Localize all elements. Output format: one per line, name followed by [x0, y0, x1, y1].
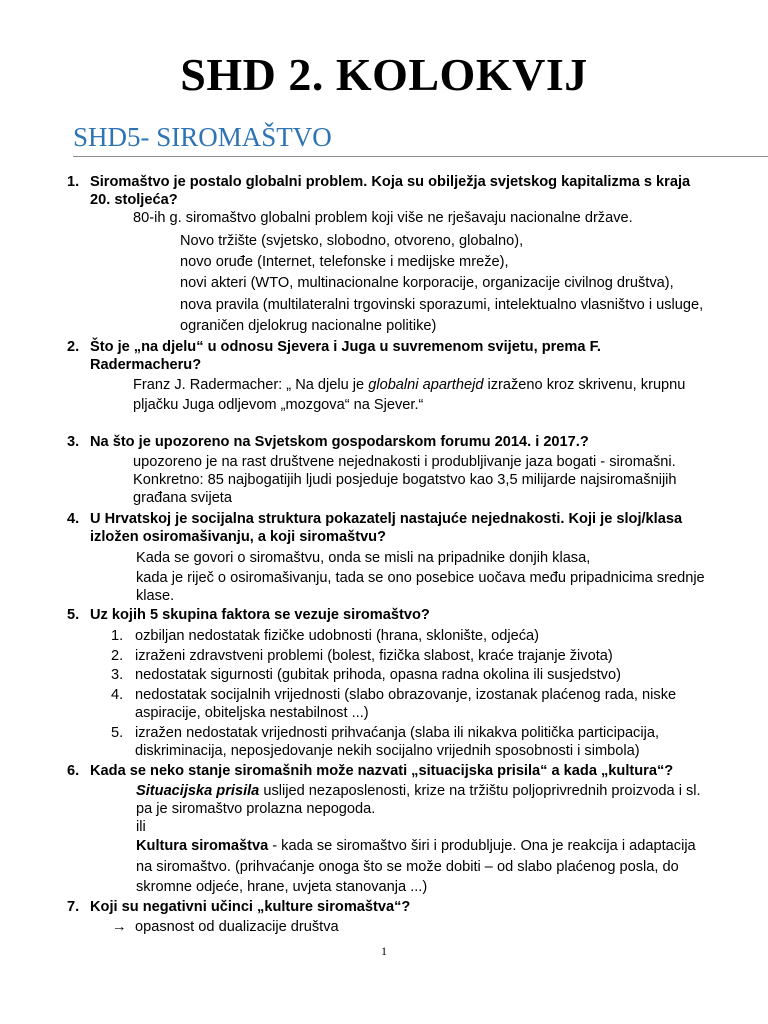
list-item: izraženi zdravstveni problemi (bolest, fizička slabost, kraće trajanje života) [135, 648, 613, 664]
answer-text: ograničen djelokrug nacionalne politike) [180, 318, 437, 334]
answer-text: novo oruđe (Internet, telefonske i medijske mreže), [180, 254, 509, 270]
answer-text [136, 782, 701, 800]
question-text: U Hrvatskoj je socijalna struktura pokazatelj nastajuće nejednakosti. Koji je sloj/klasa [90, 511, 683, 527]
list-item-number: 1. [111, 628, 124, 644]
question-text: Koji su negativni učinci „kulture siromaštva“? [90, 899, 411, 915]
answer-text-part: izraženo kroz skrivenu, krupnu [483, 377, 686, 393]
arrow-icon: → [112, 919, 127, 935]
question-number: 5. [67, 607, 80, 623]
term-kultura-siromastva: Kultura siromaštva [136, 838, 269, 854]
list-item-number: 4. [111, 687, 124, 703]
answer-text: skromne odjeće, hrane, uvjeta stanovanja ...) [136, 879, 428, 895]
answer-text [136, 837, 696, 855]
answer-text: kada je riječ o osiromašivanju, tada se ono posebice uočava među pripadnicima srednje [136, 570, 705, 586]
answer-text: Konkretno: 85 najbogatijih ljudi posjeduje bogatstvo kao 3,5 milijarde najsiromašnijih [133, 472, 677, 488]
answer-text: 80-ih g. siromaštvo globalni problem koji više ne rješavaju nacionalne države. [133, 210, 633, 226]
answer-text: pa je siromaštvo prolazna nepogoda. [136, 801, 376, 817]
question-text: Kada se neko stanje siromašnih može nazvati „situacijska prisila“ a kada „kultura“? [90, 763, 674, 779]
answer-text: Kada se govori o siromaštvu, onda se misli na pripadnike donjih klasa, [136, 550, 591, 566]
list-item: ozbiljan nedostatak fizičke udobnosti (hrana, sklonište, odjeća) [135, 628, 539, 644]
question-text: Radermacheru? [90, 357, 202, 373]
answer-text: novi akteri (WTO, multinacionalne korporacije, organizacije civilnog društva), [180, 275, 674, 291]
answer-text: na siromaštvo. (prihvaćanje onoga što se može dobiti – od slabo plaćenog posla, do [136, 859, 679, 875]
list-item: diskriminacija, neposjedovanje nekih socijalno vrijednih sposobnosti i simbola) [135, 743, 640, 759]
list-item: nedostatak sigurnosti (gubitak prihoda, opasna radna okolina ili susjedstvo) [135, 667, 621, 683]
emphasis-text: globalni aparthejd [368, 377, 484, 393]
question-number: 1. [67, 174, 80, 190]
page-number: 1 [381, 944, 387, 958]
question-number: 6. [67, 763, 80, 779]
answer-text-part: - kada se siromaštvo širi i produbljuje. Ona je reakcija i adaptacija [268, 838, 696, 854]
answer-text: građana svijeta [133, 490, 232, 506]
question-number: 4. [67, 511, 80, 527]
section-divider [73, 156, 768, 157]
list-item-number: 3. [111, 667, 124, 683]
answer-text-part: Franz J. Radermacher: „ Na djelu je [133, 377, 369, 393]
list-item-number: 5. [111, 725, 124, 741]
question-text: Uz kojih 5 skupina faktora se vezuje siromaštvo? [90, 607, 430, 623]
answer-text: klase. [136, 588, 175, 604]
answer-text: upozoreno je na rast društvene nejednakosti i produbljivanje jaza bogati - siromašni. [133, 454, 676, 470]
list-item: izražen nedostatak vrijednosti prihvaćanja (slaba ili nikakva politička participacija, [135, 725, 660, 741]
question-text: izložen osiromašivanju, a koji siromaštvu? [90, 529, 387, 545]
answer-text: nova pravila (multilateralni trgovinski sporazumi, intelektualno vlasništvo i usluge, [180, 297, 704, 313]
section-heading: SHD5- SIROMAŠTVO [73, 122, 332, 152]
question-number: 3. [67, 434, 80, 450]
question-text: 20. stoljeća? [90, 192, 178, 208]
answer-text: opasnost od dualizacije društva [135, 919, 339, 935]
answer-text [133, 376, 685, 394]
list-item-number: 2. [111, 648, 124, 664]
term-situacijska-prisila: Situacijska prisila [136, 783, 260, 799]
question-text: Siromaštvo je postalo globalni problem. Koja su obilježja svjetskog kapitalizma s kraja [90, 174, 691, 190]
question-number: 7. [67, 899, 80, 915]
list-item: aspiracije, obiteljska nestabilnost ...) [135, 705, 369, 721]
question-text: Što je „na djelu“ u odnosu Sjevera i Juga u suvremenom svijetu, prema F. [90, 339, 601, 355]
answer-text: pljačku Juga odljevom „mozgova“ na Sjever.“ [133, 397, 424, 413]
answer-text: ili [136, 819, 146, 835]
question-text: Na što je upozoreno na Svjetskom gospodarskom forumu 2014. i 2017.? [90, 434, 589, 450]
answer-text: Novo tržište (svjetsko, slobodno, otvoreno, globalno), [180, 233, 524, 249]
document-title: SHD 2. KOLOKVIJ [180, 49, 588, 100]
question-number: 2. [67, 339, 80, 355]
list-item: nedostatak socijalnih vrijednosti (slabo obrazovanje, izostanak plaćenog rada, niske [135, 687, 677, 703]
answer-text-part: uslijed nezaposlenosti, krize na tržištu poljoprivrednih proizvoda i sl. [259, 783, 701, 799]
